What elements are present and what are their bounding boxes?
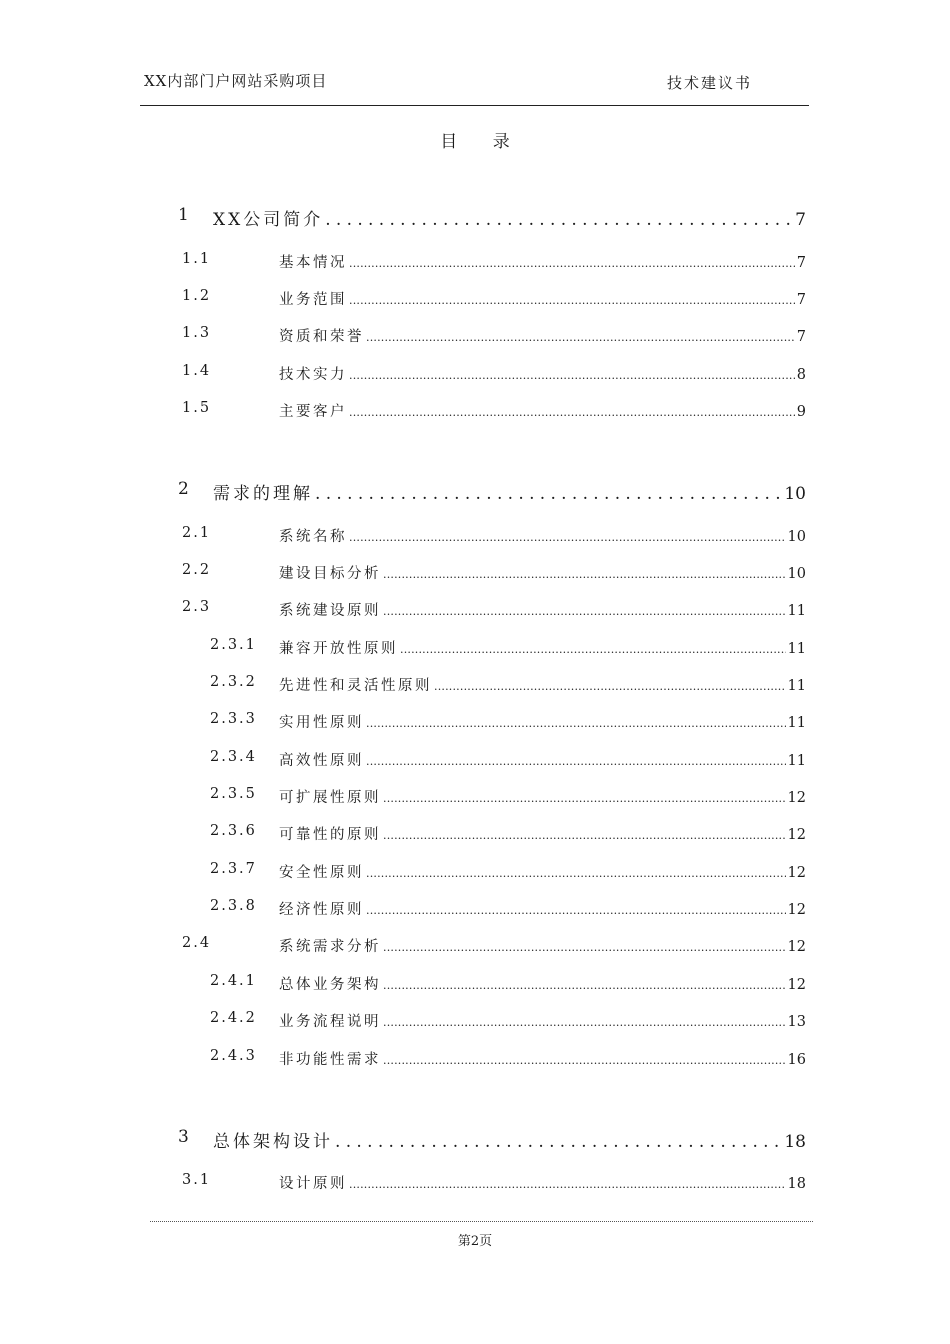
toc-entry[interactable] (182, 935, 806, 957)
toc-entry[interactable] (210, 973, 806, 995)
toc-entry[interactable] (182, 1172, 806, 1194)
toc-heading-char-2: 录 (492, 132, 510, 152)
toc-leader-dots (383, 939, 786, 955)
toc-entry[interactable] (182, 562, 806, 584)
toc-entry-page: 8 (796, 367, 806, 383)
toc-entry[interactable] (210, 898, 806, 920)
toc-entry-number: 2.3.8 (210, 898, 257, 914)
toc-entry-title: 总体架构设计 (213, 1132, 333, 1152)
toc-leader-dots (349, 367, 795, 383)
toc-entry-number: 2.3.2 (210, 674, 257, 690)
toc-entry-page: 12 (787, 865, 806, 881)
toc-entry-number: 1.3 (182, 325, 212, 341)
toc-entry-title: 可扩展性原则 (279, 790, 381, 806)
toc-entry-title: 高效性原则 (279, 753, 364, 769)
toc-entry-number: 2.4.3 (210, 1048, 257, 1064)
toc-entry-title: 需求的理解 (213, 484, 313, 504)
toc-entry-page: 7 (796, 329, 806, 345)
toc-entry-page: 7 (796, 292, 806, 308)
toc-entry[interactable] (178, 1127, 806, 1152)
toc-leader-dots (366, 715, 786, 731)
document-header-title: XX内部门户网站采购项目 (144, 72, 328, 90)
toc-entry[interactable] (182, 525, 806, 547)
toc-entry-number: 2.3.6 (210, 823, 257, 839)
toc-entry-title: 兼容开放性原则 (279, 641, 398, 657)
toc-entry-number: 2.2 (182, 562, 212, 578)
toc-entry-title: 业务流程说明 (279, 1014, 381, 1030)
toc-entry-number: 1.4 (182, 363, 212, 379)
toc-entry-page: 18 (787, 1176, 806, 1192)
toc-entry[interactable] (182, 251, 806, 273)
toc-entry-number: 2.3.7 (210, 861, 257, 877)
toc-leader-dots (434, 678, 786, 694)
toc-entry-number: 2.4.1 (210, 973, 257, 989)
toc-leader-dots (383, 977, 786, 993)
toc-heading-char-1: 目 (440, 132, 458, 152)
toc-entry-page: 10 (784, 484, 806, 504)
toc-entry-number: 1 (178, 205, 190, 225)
toc-leader-dots (366, 753, 786, 769)
toc-entry[interactable] (210, 786, 806, 808)
toc-entry-title: 经济性原则 (279, 902, 364, 918)
toc-entry-number: 3.1 (182, 1172, 212, 1188)
toc-entry[interactable] (210, 749, 806, 771)
toc-entry-page: 11 (787, 715, 806, 731)
toc-entry[interactable] (182, 325, 806, 347)
toc-entry-page: 7 (796, 255, 806, 271)
toc-entry-page: 12 (787, 827, 806, 843)
toc-entry-title: 安全性原则 (279, 865, 364, 881)
toc-entry-number: 1.2 (182, 288, 212, 304)
toc-leader-dots (349, 1176, 786, 1192)
toc-entry-page: 9 (796, 404, 806, 420)
toc-leader-dots (366, 902, 786, 918)
toc-entry-number: 2.4.2 (210, 1010, 257, 1026)
toc-entry-title: 系统建设原则 (279, 603, 381, 619)
toc-entry-title: 资质和荣誉 (279, 329, 364, 345)
toc-leader-dots (383, 603, 786, 619)
toc-entry-title: 先进性和灵活性原则 (279, 678, 432, 694)
toc-entry-title: 非功能性需求 (279, 1052, 381, 1068)
toc-leader-dots (366, 865, 786, 881)
toc-entry[interactable] (178, 479, 806, 504)
toc-leader-dots (366, 329, 795, 345)
toc-entry-page: 16 (787, 1052, 806, 1068)
document-header-type: 技术建议书 (667, 74, 753, 92)
toc-entry-number: 2.3.5 (210, 786, 257, 802)
toc-entry-title: 系统名称 (279, 529, 347, 545)
toc-leader-dots (349, 255, 795, 271)
toc-entry-page: 11 (787, 641, 806, 657)
toc-entry-page: 12 (787, 977, 806, 993)
toc-entry-number: 2.3 (182, 599, 212, 615)
toc-entry[interactable] (182, 599, 806, 621)
toc-leader-dots (383, 827, 786, 843)
toc-entry[interactable] (210, 711, 806, 733)
toc-entry-page: 18 (784, 1132, 806, 1152)
toc-entry[interactable] (182, 363, 806, 385)
toc-entry[interactable] (210, 1010, 806, 1032)
toc-entry[interactable] (210, 1048, 806, 1070)
toc-entry-number: 2.1 (182, 525, 212, 541)
toc-leader-dots (349, 292, 795, 308)
toc-entry-page: 11 (787, 753, 806, 769)
toc-entry-title: 可靠性的原则 (279, 827, 381, 843)
toc-entry-number: 2.3.1 (210, 637, 257, 653)
toc-entry-title: 设计原则 (279, 1176, 347, 1192)
toc-entry-page: 12 (787, 939, 806, 955)
toc-entry-page: 10 (787, 529, 806, 545)
toc-entry-page: 12 (787, 902, 806, 918)
toc-leader-dots (400, 641, 786, 657)
toc-entry-page: 13 (787, 1014, 806, 1030)
toc-leader-dots (383, 790, 786, 806)
toc-entry[interactable] (182, 288, 806, 310)
toc-entry[interactable] (178, 205, 806, 230)
toc-entry-number: 3 (178, 1127, 190, 1147)
toc-entry-title: 主要客户 (279, 404, 347, 420)
toc-entry-page: 12 (787, 790, 806, 806)
toc-entry-page: 11 (787, 678, 806, 694)
toc-entry-title: 业务范围 (279, 292, 347, 308)
toc-entry[interactable] (210, 674, 806, 696)
toc-entry[interactable] (182, 400, 806, 422)
toc-entry-title: 技术实力 (279, 367, 347, 383)
toc-leader-dots (383, 566, 786, 582)
toc-entry-title: 基本情况 (279, 255, 347, 271)
toc-leader-dots (383, 1014, 786, 1030)
toc-entry-title: 实用性原则 (279, 715, 364, 731)
footer-divider (150, 1221, 813, 1222)
page-number: 第2页 (457, 1234, 493, 1249)
toc-entry-title: 建设目标分析 (279, 566, 381, 582)
toc-entry-title: XX公司简介 (213, 210, 324, 230)
toc-entry-number: 2.3.3 (210, 711, 257, 727)
toc-entry-page: 7 (795, 210, 806, 230)
toc-entry-title: 系统需求分析 (279, 939, 381, 955)
toc-leader-dots (349, 404, 795, 420)
toc-entry[interactable] (210, 861, 806, 883)
toc-entry-number: 1.5 (182, 400, 212, 416)
toc-entry-number: 2 (178, 479, 190, 499)
toc-entry-number: 1.1 (182, 251, 212, 267)
toc-leader-dots (335, 1132, 782, 1152)
toc-entry-number: 2.3.4 (210, 749, 257, 765)
toc-entry-page: 10 (787, 566, 806, 582)
toc-leader-dots (325, 210, 793, 230)
toc-leader-dots (349, 529, 786, 545)
toc-leader-dots (383, 1052, 786, 1068)
toc-entry-page: 11 (787, 603, 806, 619)
toc-entry[interactable] (210, 823, 806, 845)
toc-entry-title: 总体业务架构 (279, 977, 381, 993)
toc-entry-number: 2.4 (182, 935, 212, 951)
toc-entry[interactable] (210, 637, 806, 659)
toc-leader-dots (315, 484, 782, 504)
